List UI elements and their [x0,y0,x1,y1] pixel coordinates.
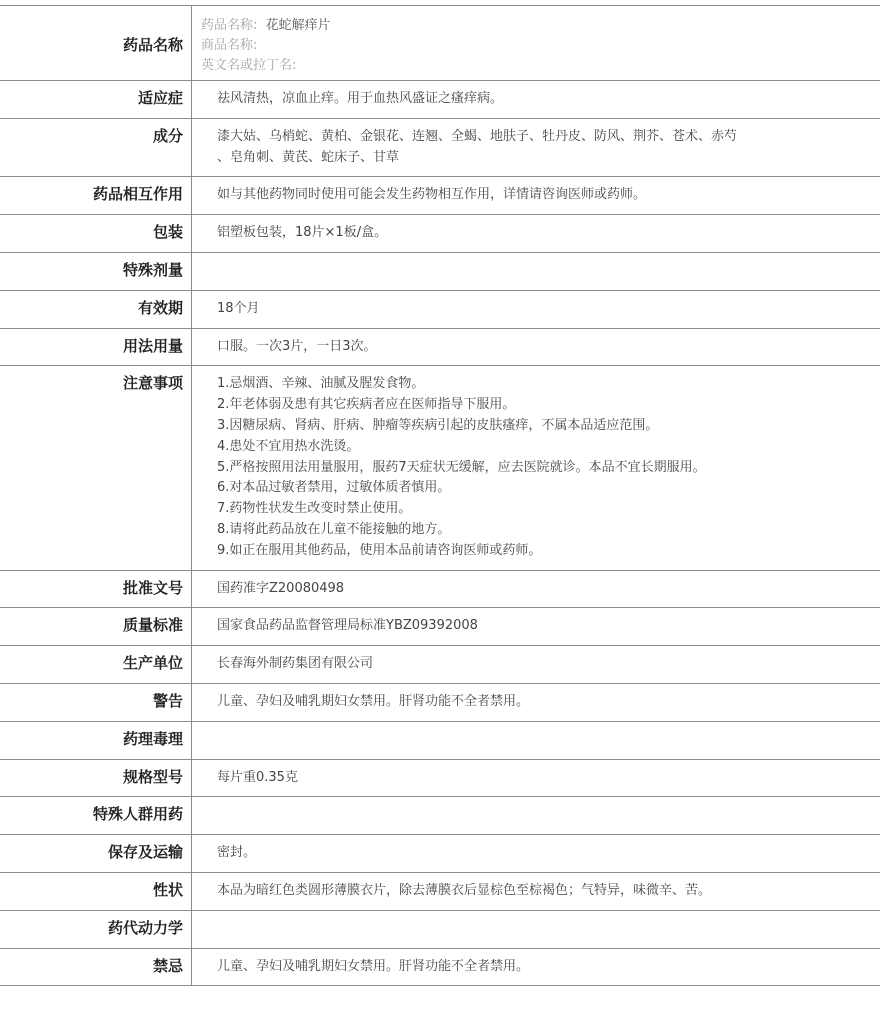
row-label: 药代动力学 [0,911,192,948]
table-row [0,873,880,911]
row-value [192,329,880,366]
row-label: 包装 [0,215,192,252]
row-value [192,835,880,872]
table-row [0,722,880,760]
row-value-line: 儿童、孕妇及哺乳期妇女禁用。肝肾功能不全者禁用。 [217,693,530,709]
row-label: 用法用量 [0,329,192,366]
row-value-line: 长春海外制药集团有限公司 [217,656,374,672]
row-value [192,119,880,177]
row-value [192,760,880,797]
row-value [192,949,880,986]
attribute-rows [0,81,880,986]
table-row [0,949,880,987]
row-label: 特殊剂量 [0,253,192,290]
row-label: 保存及运输 [0,835,192,872]
row-label: 注意事项 [0,366,192,569]
row-label: 药品相互作用 [0,177,192,214]
row-value-line: 18个月 [217,300,260,316]
row-value [192,797,880,834]
row-value-line: 9.如正在服用其他药品，使用本品前请咨询医师或药师。 [217,542,542,558]
row-value-line: 4.患处不宜用热水洗烫。 [217,438,360,454]
table-row [0,215,880,253]
row-label: 性状 [0,873,192,910]
row-value-line: 3.因糖尿病、肾病、肝病、肿瘤等疾病引起的皮肤瘙痒，不属本品适应范围。 [217,417,659,433]
table-row [0,797,880,835]
row-label: 批准文号 [0,571,192,608]
row-value-line: 儿童、孕妇及哺乳期妇女禁用。肝肾功能不全者禁用。 [217,958,530,974]
row-value [192,253,880,290]
row-value-line: 每片重0.35克 [217,769,298,785]
table-row [0,177,880,215]
row-label: 适应症 [0,81,192,118]
row-value-line: 5.严格按照用法用量服用，服药7天症状无缓解，应去医院就诊。本品不宜长期服用。 [217,459,706,475]
latin-name-line: 英文名或拉丁名: [201,58,297,73]
generic-name-line [201,16,870,36]
row-value [192,646,880,683]
row-value-line: 祛风清热，凉血止痒。用于血热风盛证之瘙痒病。 [217,91,504,106]
row-value [192,81,880,118]
row-value-line: 8.请将此药品放在儿童不能接触的地方。 [217,521,451,537]
generic-name-value: 花蛇解痒片 [265,18,331,33]
row-label: 质量标准 [0,608,192,645]
row-value [192,722,880,759]
drug-name-row [0,6,880,81]
table-row [0,684,880,722]
row-value [192,215,880,252]
trade-name-line: 商品名称: [201,38,258,53]
table-row [0,366,880,570]
table-row [0,608,880,646]
drug-name-label: 药品名称 [0,6,192,80]
row-value-line: 、皂角刺、黄芪、蛇床子、甘草 [217,149,400,165]
row-label: 成分 [0,119,192,177]
generic-name-prefix: 药品名称: [201,18,258,33]
drug-info-table [0,5,880,986]
row-label: 规格型号 [0,760,192,797]
table-row [0,253,880,291]
drug-name-values [192,6,880,80]
row-value-line: 国家食品药品监督管理局标准YBZ09392008 [217,618,478,634]
row-label: 特殊人群用药 [0,797,192,834]
row-value-line: 如与其他药物同时使用可能会发生药物相互作用，详情请咨询医师或药师。 [217,187,647,203]
row-label: 有效期 [0,291,192,328]
table-row [0,119,880,178]
row-value-line: 漆大姑、乌梢蛇、黄柏、金银花、连翘、全蝎、地肤子、牡丹皮、防风、荆芥、苍术、赤芍 [217,128,738,144]
row-value [192,177,880,214]
row-value-line [217,919,870,940]
row-value-line [217,261,870,282]
row-value-line: 国药准字Z20080498 [217,580,345,596]
row-value-line [217,805,870,826]
row-label: 禁忌 [0,949,192,986]
row-value [192,571,880,608]
table-row [0,911,880,949]
row-value-line: 本品为暗红色类圆形薄膜衣片，除去薄膜衣后显棕色至棕褐色；气特异，味微辛、苦。 [217,882,712,898]
row-label: 药理毒理 [0,722,192,759]
table-row [0,291,880,329]
row-value-line: 7.药物性状发生改变时禁止使用。 [217,501,412,517]
row-value-line [217,730,870,751]
row-label: 警告 [0,684,192,721]
row-value [192,684,880,721]
row-value-line: 2.年老体弱及患有其它疾病者应在医师指导下服用。 [217,397,516,413]
row-value [192,291,880,328]
row-value [192,608,880,645]
table-row [0,329,880,367]
row-value-line: 口服。一次3片，一日3次。 [217,338,377,354]
row-value [192,366,880,569]
table-row [0,835,880,873]
row-value [192,911,880,948]
row-value-line: 6.对本品过敏者禁用，过敏体质者慎用。 [217,480,451,496]
table-row [0,760,880,798]
row-value-line: 铝塑板包装，18片×1板/盒。 [217,225,388,241]
row-value-line: 1.忌烟酒、辛辣、油腻及腥发食物。 [217,376,425,392]
table-row [0,571,880,609]
row-value [192,873,880,910]
table-row [0,646,880,684]
row-label: 生产单位 [0,646,192,683]
table-row [0,81,880,119]
row-value-line: 密封。 [217,845,257,861]
